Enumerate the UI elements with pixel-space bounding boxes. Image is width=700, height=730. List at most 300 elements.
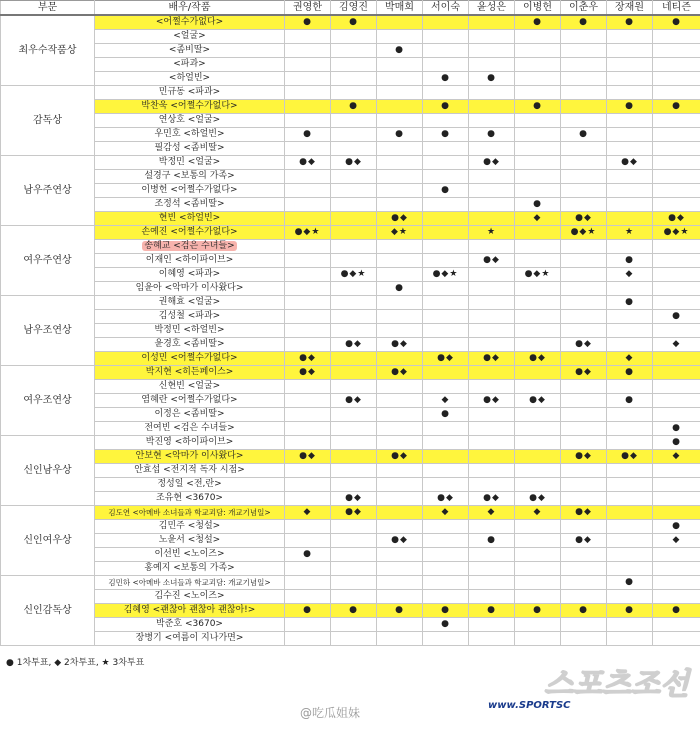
vote-mark xyxy=(331,464,377,478)
vote-mark xyxy=(607,436,653,450)
vote-mark xyxy=(653,282,700,296)
vote-mark xyxy=(515,324,561,338)
nominee-label: 김민하 <아메바 소녀들과 학교괴담: 개교기념일> xyxy=(108,578,271,587)
vote-mark xyxy=(561,380,607,394)
vote-mark: ★ xyxy=(469,226,515,240)
vote-mark xyxy=(423,632,469,646)
table-row xyxy=(1,548,700,562)
table-row xyxy=(1,44,700,58)
vote-mark xyxy=(515,548,561,562)
vote-mark xyxy=(561,44,607,58)
vote-mark: ◆ xyxy=(653,338,700,352)
vote-mark xyxy=(423,254,469,268)
vote-mark xyxy=(285,254,331,268)
vote-mark xyxy=(653,352,700,366)
vote-mark: ●◆ xyxy=(515,394,561,408)
vote-mark xyxy=(561,324,607,338)
vote-mark: ● xyxy=(561,128,607,142)
vote-mark xyxy=(653,44,700,58)
vote-mark: ●◆ xyxy=(377,450,423,464)
nominee-cell xyxy=(95,576,285,590)
vote-mark xyxy=(285,240,331,254)
vote-mark: ● xyxy=(331,100,377,114)
vote-mark: ●◆ xyxy=(331,394,377,408)
vote-mark xyxy=(331,576,377,590)
logo-text: 스포츠조선 xyxy=(544,667,689,702)
vote-mark xyxy=(331,282,377,296)
vote-mark xyxy=(469,520,515,534)
vote-mark xyxy=(423,338,469,352)
vote-mark xyxy=(377,142,423,156)
vote-mark xyxy=(469,142,515,156)
vote-mark xyxy=(285,44,331,58)
vote-mark xyxy=(377,464,423,478)
vote-mark xyxy=(561,492,607,506)
vote-mark xyxy=(515,338,561,352)
table-row xyxy=(1,436,700,450)
vote-mark xyxy=(469,212,515,226)
category-cell: 여우조연상 xyxy=(1,366,95,436)
vote-mark: ● xyxy=(561,15,607,30)
vote-mark: ● xyxy=(423,604,469,618)
nominee-cell xyxy=(95,170,285,184)
table-row xyxy=(1,534,700,548)
nominee-label: 김도연 <아메바 소녀들과 학교괴담: 개교기념일> xyxy=(108,508,271,517)
nominee-cell xyxy=(95,30,285,44)
nominee-cell xyxy=(95,548,285,562)
vote-mark xyxy=(607,478,653,492)
vote-mark xyxy=(607,618,653,632)
vote-mark xyxy=(515,380,561,394)
vote-mark xyxy=(515,422,561,436)
vote-mark xyxy=(285,464,331,478)
vote-mark xyxy=(423,380,469,394)
vote-mark xyxy=(377,520,423,534)
nominee-label: 박정민 <하얼빈> xyxy=(154,325,225,335)
vote-mark xyxy=(331,198,377,212)
vote-mark xyxy=(653,618,700,632)
vote-mark xyxy=(469,632,515,646)
vote-mark: ◆★ xyxy=(377,226,423,240)
vote-mark xyxy=(331,310,377,324)
vote-mark xyxy=(469,198,515,212)
vote-mark: ● xyxy=(607,576,653,590)
vote-mark xyxy=(377,576,423,590)
header-judge: 서이숙 xyxy=(423,1,469,16)
vote-mark xyxy=(285,114,331,128)
vote-mark xyxy=(607,464,653,478)
vote-mark xyxy=(423,58,469,72)
header-judge: 이병헌 xyxy=(515,1,561,16)
vote-mark xyxy=(561,310,607,324)
vote-mark: ●◆★ xyxy=(561,226,607,240)
vote-mark: ◆ xyxy=(515,506,561,520)
vote-mark xyxy=(607,58,653,72)
vote-mark xyxy=(469,100,515,114)
vote-mark xyxy=(285,212,331,226)
vote-mark: ●◆ xyxy=(377,534,423,548)
table-row xyxy=(1,268,700,282)
vote-mark: ●◆★ xyxy=(515,268,561,282)
vote-mark xyxy=(285,534,331,548)
vote-mark xyxy=(607,338,653,352)
vote-mark xyxy=(561,394,607,408)
vote-mark xyxy=(607,408,653,422)
vote-mark: ●◆ xyxy=(469,394,515,408)
nominee-label: <어쩔수가없다> xyxy=(155,17,224,27)
vote-mark xyxy=(285,296,331,310)
vote-mark xyxy=(653,128,700,142)
vote-mark xyxy=(607,240,653,254)
vote-mark xyxy=(653,296,700,310)
vote-mark: ●◆ xyxy=(469,156,515,170)
vote-mark xyxy=(469,478,515,492)
vote-mark: ● xyxy=(285,548,331,562)
vote-mark xyxy=(285,632,331,646)
nominee-cell xyxy=(95,324,285,338)
vote-mark xyxy=(469,30,515,44)
vote-mark xyxy=(653,632,700,646)
nominee-cell xyxy=(95,366,285,380)
vote-mark xyxy=(561,422,607,436)
vote-mark xyxy=(285,492,331,506)
vote-mark xyxy=(331,520,377,534)
category-cell: 신인여우상 xyxy=(1,506,95,576)
table-row xyxy=(1,114,700,128)
vote-mark xyxy=(331,58,377,72)
header-judge: 네티즌 xyxy=(653,1,700,16)
nominee-cell xyxy=(95,100,285,114)
nominee-label: 안보현 <악마가 이사왔다> xyxy=(135,451,244,461)
nominee-cell xyxy=(95,422,285,436)
vote-mark xyxy=(285,422,331,436)
vote-mark xyxy=(423,366,469,380)
vote-mark xyxy=(469,114,515,128)
vote-mark: ●◆ xyxy=(423,492,469,506)
vote-mark: ●◆ xyxy=(561,506,607,520)
vote-mark xyxy=(377,268,423,282)
vote-mark xyxy=(377,324,423,338)
vote-mark xyxy=(515,58,561,72)
vote-mark: ●◆ xyxy=(331,506,377,520)
vote-mark xyxy=(331,44,377,58)
vote-mark xyxy=(285,394,331,408)
vote-mark xyxy=(331,128,377,142)
vote-mark xyxy=(607,492,653,506)
vote-mark xyxy=(561,618,607,632)
vote-mark xyxy=(331,562,377,576)
vote-mark: ●◆★ xyxy=(285,226,331,240)
vote-mark xyxy=(607,324,653,338)
nominee-label: 박진영 <하이파이브> xyxy=(145,437,234,447)
vote-mark xyxy=(515,464,561,478)
vote-mark xyxy=(423,44,469,58)
header-judge: 권영한 xyxy=(285,1,331,16)
nominee-cell xyxy=(95,128,285,142)
vote-mark xyxy=(469,590,515,604)
vote-mark xyxy=(515,226,561,240)
category-cell: 최우수작품상 xyxy=(1,15,95,86)
nominee-cell xyxy=(95,338,285,352)
vote-mark xyxy=(469,562,515,576)
vote-mark xyxy=(285,58,331,72)
vote-mark xyxy=(515,254,561,268)
vote-mark: ● xyxy=(607,394,653,408)
vote-mark xyxy=(423,534,469,548)
vote-mark: ● xyxy=(423,408,469,422)
vote-mark xyxy=(561,296,607,310)
vote-mark xyxy=(607,632,653,646)
nominee-label: 안효섭 <전지적 독자 시점> xyxy=(134,465,245,475)
nominee-label: 노윤서 <청설> xyxy=(158,535,221,545)
table-row xyxy=(1,226,700,240)
nominee-label: <얼굴> xyxy=(173,31,206,41)
category-cell: 남우주연상 xyxy=(1,156,95,226)
vote-mark xyxy=(285,184,331,198)
vote-mark xyxy=(331,296,377,310)
vote-mark xyxy=(331,72,377,86)
vote-mark xyxy=(331,590,377,604)
vote-mark xyxy=(607,548,653,562)
vote-mark xyxy=(653,408,700,422)
legend: ● 1차투표, ◆ 2차투표, ★ 3차투표 xyxy=(6,658,145,668)
vote-mark xyxy=(561,198,607,212)
vote-mark xyxy=(607,562,653,576)
vote-mark xyxy=(285,576,331,590)
vote-mark xyxy=(469,548,515,562)
nominee-cell xyxy=(95,15,285,30)
vote-mark xyxy=(377,296,423,310)
vote-mark xyxy=(653,58,700,72)
nominee-label: 손예진 <어쩔수가없다> xyxy=(141,227,238,237)
table-row xyxy=(1,338,700,352)
vote-mark: ●◆ xyxy=(377,366,423,380)
vote-mark xyxy=(285,380,331,394)
nominee-label: 김수진 <노이즈> xyxy=(154,591,225,601)
vote-mark: ● xyxy=(469,534,515,548)
vote-mark xyxy=(331,618,377,632)
vote-mark xyxy=(653,156,700,170)
header-judge: 장재원 xyxy=(607,1,653,16)
vote-mark xyxy=(515,562,561,576)
vote-mark xyxy=(653,72,700,86)
vote-mark xyxy=(607,30,653,44)
vote-mark xyxy=(377,198,423,212)
vote-mark: ● xyxy=(653,100,700,114)
vote-mark xyxy=(653,366,700,380)
table-row xyxy=(1,562,700,576)
table-row xyxy=(1,240,700,254)
vote-mark xyxy=(377,394,423,408)
vote-mark: ●◆ xyxy=(561,366,607,380)
vote-mark: ● xyxy=(515,604,561,618)
vote-mark: ●◆ xyxy=(515,492,561,506)
vote-mark: ◆ xyxy=(653,534,700,548)
vote-mark xyxy=(423,324,469,338)
header-judge: 윤성은 xyxy=(469,1,515,16)
nominee-cell xyxy=(95,478,285,492)
vote-mark xyxy=(331,380,377,394)
vote-mark: ● xyxy=(423,618,469,632)
vote-mark xyxy=(469,422,515,436)
vote-mark xyxy=(331,142,377,156)
nominee-label: 조유현 <3670> xyxy=(156,493,223,503)
vote-mark: ●◆ xyxy=(331,492,377,506)
vote-mark xyxy=(377,562,423,576)
vote-mark xyxy=(285,30,331,44)
nominee-cell xyxy=(95,198,285,212)
nominee-cell xyxy=(95,44,285,58)
vote-mark xyxy=(377,58,423,72)
vote-mark: ● xyxy=(423,100,469,114)
vote-mark: ● xyxy=(331,604,377,618)
vote-mark xyxy=(423,422,469,436)
vote-mark xyxy=(469,450,515,464)
nominee-cell xyxy=(95,240,285,254)
category-cell: 여우주연상 xyxy=(1,226,95,296)
vote-mark xyxy=(561,72,607,86)
vote-mark xyxy=(331,212,377,226)
vote-mark xyxy=(377,436,423,450)
vote-mark xyxy=(423,170,469,184)
vote-mark xyxy=(469,436,515,450)
vote-mark xyxy=(653,464,700,478)
vote-mark xyxy=(285,590,331,604)
vote-mark: ●◆ xyxy=(285,366,331,380)
vote-mark xyxy=(561,632,607,646)
vote-mark xyxy=(377,632,423,646)
vote-mark xyxy=(653,478,700,492)
nominee-label: 이병헌 <어쩔수가없다> xyxy=(141,185,238,195)
nominee-cell xyxy=(95,142,285,156)
category-cell: 남우조연상 xyxy=(1,296,95,366)
nominee-label: 김성철 <파과> xyxy=(158,311,221,321)
vote-mark xyxy=(285,282,331,296)
vote-mark xyxy=(423,548,469,562)
vote-mark: ● xyxy=(285,128,331,142)
nominee-cell xyxy=(95,352,285,366)
vote-mark xyxy=(469,15,515,30)
nominee-label: 정성일 <전,란> xyxy=(157,479,222,489)
vote-mark xyxy=(285,520,331,534)
vote-mark: ● xyxy=(607,15,653,30)
vote-mark xyxy=(515,170,561,184)
vote-mark xyxy=(653,590,700,604)
vote-mark: ● xyxy=(653,310,700,324)
vote-mark xyxy=(331,548,377,562)
vote-mark xyxy=(515,408,561,422)
vote-mark xyxy=(561,114,607,128)
vote-mark xyxy=(653,142,700,156)
vote-mark xyxy=(331,352,377,366)
vote-mark xyxy=(423,212,469,226)
nominee-cell xyxy=(95,450,285,464)
vote-mark: ●◆ xyxy=(285,352,331,366)
vote-mark: ●◆ xyxy=(469,492,515,506)
table-row xyxy=(1,380,700,394)
nominee-label: 현빈 <하얼빈> xyxy=(158,213,221,223)
nominee-label: 박찬욱 <어쩔수가없다> xyxy=(141,101,238,111)
vote-mark xyxy=(377,422,423,436)
vote-mark xyxy=(653,506,700,520)
table-row xyxy=(1,590,700,604)
vote-mark xyxy=(653,268,700,282)
vote-mark xyxy=(377,380,423,394)
nominee-cell xyxy=(95,520,285,534)
vote-mark xyxy=(423,576,469,590)
vote-mark xyxy=(469,184,515,198)
vote-mark xyxy=(377,478,423,492)
vote-mark: ●◆ xyxy=(285,450,331,464)
vote-mark xyxy=(331,254,377,268)
nominee-cell xyxy=(95,464,285,478)
vote-mark xyxy=(653,170,700,184)
table-row xyxy=(1,142,700,156)
vote-mark xyxy=(515,30,561,44)
vote-mark xyxy=(469,408,515,422)
nominee-label: 민규동 <파과> xyxy=(158,87,221,97)
vote-mark: ● xyxy=(377,282,423,296)
vote-mark xyxy=(285,170,331,184)
category-cell: 신인감독상 xyxy=(1,576,95,646)
vote-mark xyxy=(423,226,469,240)
nominee-label: <하얼빈> xyxy=(168,73,211,83)
vote-mark: ●◆★ xyxy=(423,268,469,282)
vote-mark xyxy=(469,268,515,282)
vote-mark: ◆ xyxy=(653,450,700,464)
nominee-cell xyxy=(95,492,285,506)
vote-mark: ● xyxy=(377,44,423,58)
vote-mark xyxy=(561,170,607,184)
vote-mark: ● xyxy=(423,72,469,86)
vote-mark: ◆ xyxy=(469,506,515,520)
vote-mark: ● xyxy=(377,128,423,142)
vote-mark xyxy=(607,128,653,142)
nominee-label: 신현빈 <얼굴> xyxy=(158,381,221,391)
vote-mark: ◆ xyxy=(607,352,653,366)
sportschosun-logo xyxy=(484,664,694,704)
table-row xyxy=(1,408,700,422)
weibo-watermark: @吃瓜姐妹 xyxy=(300,706,361,720)
vote-mark xyxy=(607,212,653,226)
nominee-label: 박지현 <히든페이스> xyxy=(145,367,234,377)
results-body xyxy=(1,15,700,646)
nominee-cell xyxy=(95,618,285,632)
vote-mark xyxy=(561,86,607,100)
table-row xyxy=(1,450,700,464)
table-row xyxy=(1,198,700,212)
nominee-label: 우민호 <하얼빈> xyxy=(154,129,225,139)
vote-mark xyxy=(561,590,607,604)
nominee-label: 박준호 <3670> xyxy=(156,619,223,629)
nominee-cell xyxy=(95,506,285,520)
vote-mark xyxy=(331,170,377,184)
vote-mark xyxy=(561,268,607,282)
vote-mark xyxy=(423,86,469,100)
nominee-label: 박정민 <얼굴> xyxy=(158,157,221,167)
vote-mark xyxy=(377,590,423,604)
nominee-cell xyxy=(95,268,285,282)
vote-mark xyxy=(653,576,700,590)
nominee-cell xyxy=(95,254,285,268)
nominee-cell xyxy=(95,184,285,198)
nominee-cell xyxy=(95,590,285,604)
vote-mark xyxy=(515,534,561,548)
vote-mark xyxy=(285,478,331,492)
vote-mark xyxy=(607,282,653,296)
nominee-cell xyxy=(95,226,285,240)
vote-mark xyxy=(331,240,377,254)
